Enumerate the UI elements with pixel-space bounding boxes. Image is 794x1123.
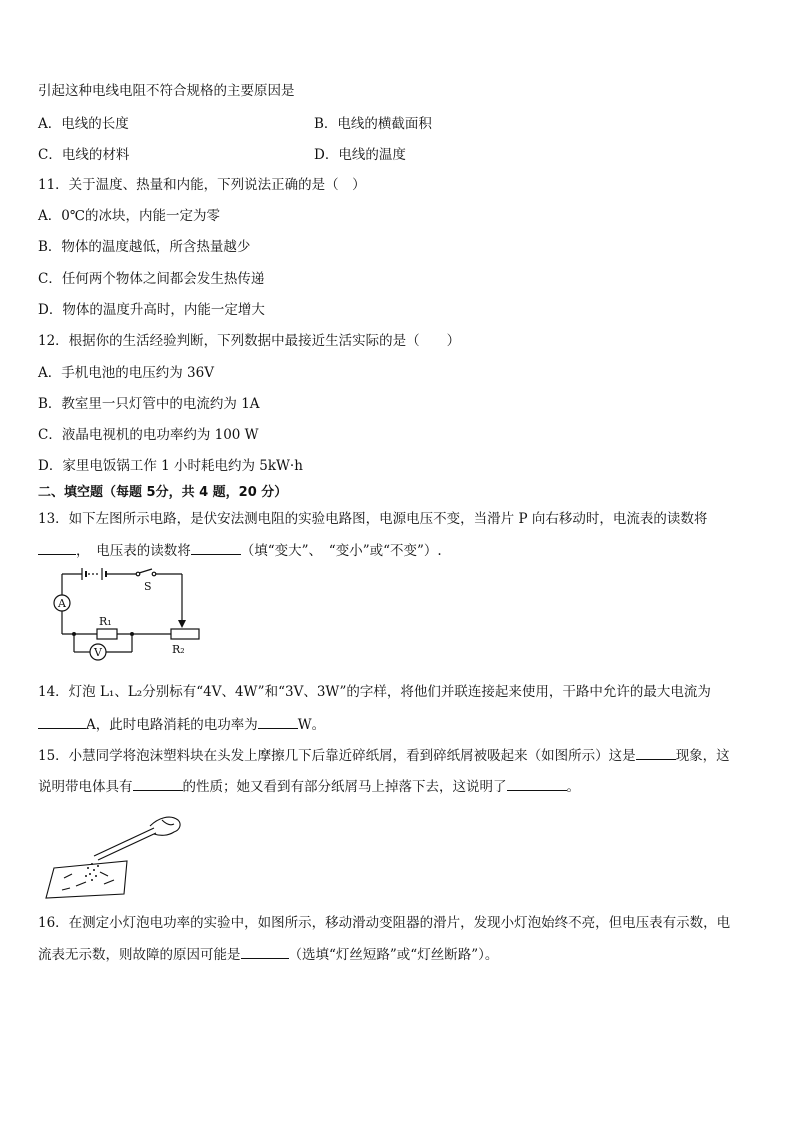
q11-stem: 11．关于温度、热量和内能，下列说法正确的是（ ） bbox=[38, 177, 366, 193]
q12-option-b: B．教室里一只灯管中的电流约为 1A bbox=[38, 396, 260, 412]
hand-icon bbox=[150, 817, 180, 835]
q12-option-c: C．液晶电视机的电功率约为 100 W bbox=[38, 427, 259, 443]
q10-option-c: C．电线的材料 bbox=[38, 147, 130, 163]
q11-option-d: D．物体的温度升高时，内能一定增大 bbox=[38, 302, 265, 318]
q14-line1: 14．灯泡 L₁、L₂分别标有“4V、4W”和“3V、3W”的字样，将他们并联连接起来使用，干路中允许的最大电流为 bbox=[38, 684, 711, 700]
answer-blank[interactable] bbox=[38, 541, 76, 555]
r1-label: R₁ bbox=[99, 615, 112, 628]
q12-option-d: D．家里电饭锅工作 1 小时耗电约为 5kW·h bbox=[38, 458, 303, 474]
answer-blank[interactable] bbox=[38, 715, 86, 729]
resistor-r1 bbox=[97, 629, 117, 639]
q13-line2: ， 电压表的读数将 （填“变大”、 “变小”或“不变”）. bbox=[38, 541, 442, 560]
circuit-diagram bbox=[44, 566, 214, 666]
answer-blank[interactable] bbox=[191, 541, 241, 555]
q10-stem: 引起这种电线电阻不符合规格的主要原因是 bbox=[38, 83, 295, 99]
rubbing-foam-illustration bbox=[42, 806, 187, 901]
q16-line1: 16．在测定小灯泡电功率的实验中，如图所示，移动滑动变阻器的滑片，发现小灯泡始终不亮，但电压表有示数，电 bbox=[38, 915, 731, 931]
q10-option-b: B．电线的横截面积 bbox=[314, 116, 432, 132]
section-heading: 二、填空题（每题 5分，共 4 题，20 分） bbox=[38, 485, 288, 500]
answer-blank[interactable] bbox=[241, 945, 289, 959]
answer-blank[interactable] bbox=[258, 715, 298, 729]
answer-blank[interactable] bbox=[507, 777, 567, 791]
q11-option-b: B．物体的温度越低，所含热量越少 bbox=[38, 239, 251, 255]
voltmeter-label: V bbox=[94, 646, 102, 659]
q10-option-d: D．电线的温度 bbox=[314, 147, 406, 163]
q12-stem: 12．根据你的生活经验判断，下列数据中最接近生活实际的是（ ） bbox=[38, 333, 461, 349]
r2-label: R₂ bbox=[172, 643, 185, 656]
switch-icon bbox=[139, 569, 152, 573]
q10-option-a: A．电线的长度 bbox=[38, 116, 129, 132]
ammeter-label: A bbox=[58, 597, 66, 610]
q12-option-a: A．手机电池的电压约为 36V bbox=[38, 365, 214, 381]
slider-arrow-icon bbox=[178, 620, 186, 628]
q15-line2: 说明带电体具有 的性质；她又看到有部分纸屑马上掉落下去，这说明了 。 bbox=[38, 779, 580, 795]
switch-label: S bbox=[144, 580, 152, 593]
q14-line2: A，此时电路消耗的电功率为 W。 bbox=[38, 715, 325, 734]
answer-blank[interactable] bbox=[133, 777, 183, 791]
q11-option-a: A．0℃的冰块，内能一定为零 bbox=[38, 208, 220, 224]
q15-line1: 15．小慧同学将泡沫塑料块在头发上摩擦几下后靠近碎纸屑，看到碎纸屑被吸起来（如图所示）这是 现象，这 bbox=[38, 748, 730, 764]
answer-blank[interactable] bbox=[636, 746, 676, 760]
q13-line1: 13．如下左图所示电路，是伏安法测电阻的实验电路图，电源电压不变，当滑片 P 向右移动时，电流表的读数将 bbox=[38, 511, 708, 527]
q16-line2: 流表无示数，则故障的原因可能是 （选填“灯丝短路”或“灯丝断路”）。 bbox=[38, 947, 499, 963]
paper-sheet bbox=[46, 861, 127, 898]
rheostat-r2 bbox=[171, 629, 199, 639]
q11-option-c: C．任何两个物体之间都会发生热传递 bbox=[38, 271, 265, 287]
